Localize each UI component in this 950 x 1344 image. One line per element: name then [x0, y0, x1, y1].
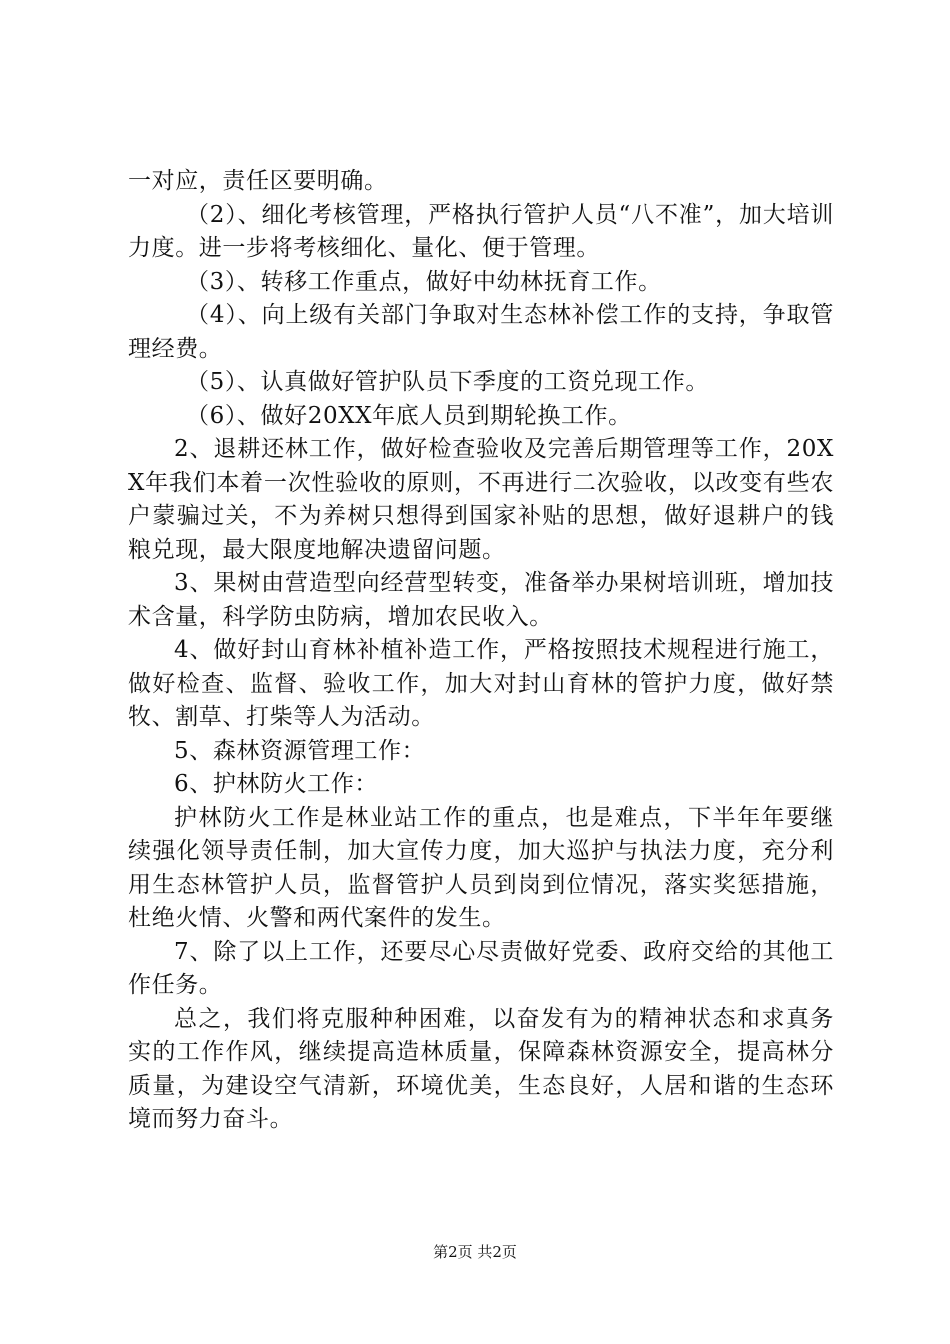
page-number-footer: 第2页 共2页 [433, 1243, 517, 1261]
paragraph-section-2: 2、退耕还林工作，做好检查验收及完善后期管理等工作，20XX年我们本着一次性验收的原则，不再进行二次验收，以改变有些农户蒙骗过关，不为养树只想得到国家补贴的思想，做好退耕户的钱粮兑现，最大限度地解决遗留问题。 [128, 436, 834, 563]
document-body [128, 165, 834, 1137]
paragraph-conclusion: 总之，我们将克服种种困难，以奋发有为的精神状态和求真务实的工作作风，继续提高造林质量，保障森林资源安全，提高林分质量，为建设空气清新，环境优美，生态良好，人居和谐的生态环境而努力奋斗。 [128, 1005, 834, 1132]
paragraph-continuation: 一对应，责任区要明确。 [128, 168, 388, 194]
paragraph-section-7: 7、除了以上工作，还要尽心尽责做好党委、政府交给的其他工作任务。 [128, 938, 834, 998]
paragraph-fire-prevention: 护林防火工作是林业站工作的重点，也是难点，下半年年要继续强化领导责任制，加大宣传力度，加大巡护与执法力度，充分利用生态林管护人员，监督管护人员到岗到位情况，落实奖惩措施，杜绝火情、火警和两代案件的发生。 [128, 804, 834, 931]
paragraph-section-4: 4、做好封山育林补植补造工作，严格按照技术规程进行施工，做好检查、监督、验收工作，加大对封山育林的管护力度，做好禁牧、割草、打柴等人为活动。 [128, 637, 834, 730]
paragraph-item-4: （4）、向上级有关部门争取对生态林补偿工作的支持，争取管理经费。 [128, 302, 834, 362]
paragraph-item-6: （6）、做好20XX年底人员到期轮换工作。 [186, 402, 632, 429]
paragraph-item-5: （5）、认真做好管护队员下季度的工资兑现工作。 [186, 369, 709, 395]
paragraph-section-5: 5、森林资源管理工作： [174, 737, 426, 764]
paragraph-section-6: 6、护林防火工作： [174, 771, 379, 797]
paragraph-section-3: 3、果树由营造型向经营型转变，准备举办果树培训班，增加技术含量，科学防虫防病，增加农民收入。 [128, 570, 834, 630]
paragraph-item-3: （3）、转移工作重点，做好中幼林抚育工作。 [186, 268, 662, 295]
paragraph-item-2: （2）、细化考核管理，严格执行管护人员“八不准”，加大培训力度。进一步将考核细化、量化、便于管理。 [128, 201, 834, 261]
